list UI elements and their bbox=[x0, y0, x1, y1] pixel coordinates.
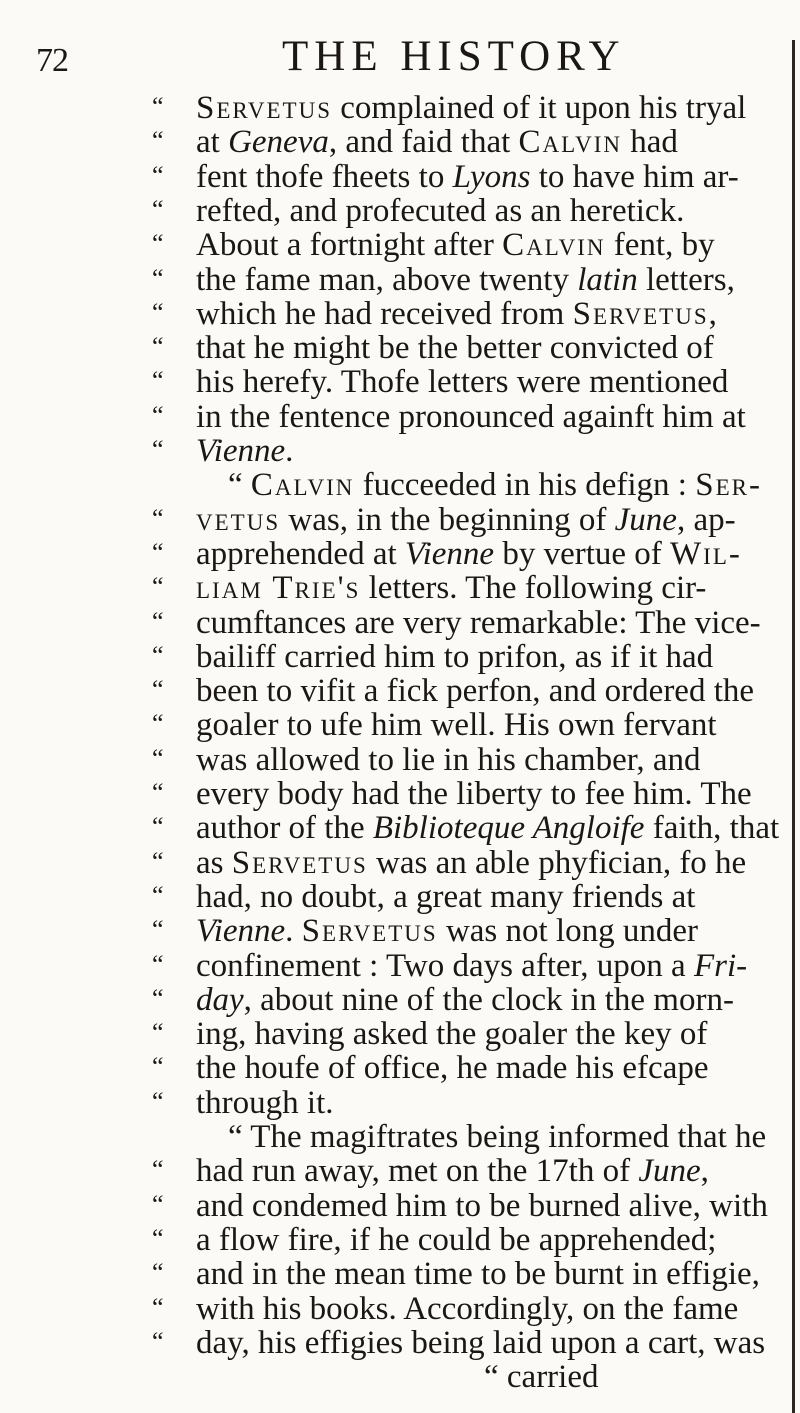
line-text: ing, having asked the goaler the key of bbox=[196, 1016, 708, 1053]
line-text: day, about nine of the clock in the morn- bbox=[196, 981, 734, 1018]
page-number: 72 bbox=[36, 42, 68, 79]
margin-quote-mark: “ bbox=[152, 92, 164, 121]
text-line bbox=[0, 1357, 800, 1398]
margin-quote-mark: “ bbox=[152, 297, 164, 327]
line-text: been to vifit a fick perfon, and ordered the bbox=[196, 673, 755, 710]
margin-quote-mark: “ bbox=[152, 332, 164, 362]
line-text: Servetus complained of it upon his tryal bbox=[196, 90, 747, 126]
line-text: day, his effigies being laid upon a cart, was bbox=[196, 1324, 766, 1361]
margin-quote-mark: “ bbox=[152, 1258, 164, 1288]
line-text: his herefy. Thofe letters were mentioned bbox=[196, 364, 729, 401]
margin-quote-mark: “ bbox=[152, 435, 164, 464]
line-text: refted, and profecuted as an heretick. bbox=[196, 192, 685, 229]
margin-quote-mark: “ bbox=[152, 366, 164, 396]
margin-quote-mark: “ bbox=[152, 675, 164, 705]
line-text: with his books. Accordingly, on the fame bbox=[196, 1290, 739, 1327]
margin-quote-mark: “ bbox=[152, 880, 164, 910]
line-text: cumftances are very remarkable: The vice- bbox=[196, 604, 761, 641]
margin-quote-mark: “ bbox=[152, 949, 164, 979]
margin-quote-mark: “ bbox=[152, 1189, 164, 1219]
margin-quote-mark: “ bbox=[152, 812, 164, 842]
line-text: confinement : Two days after, upon a Fri- bbox=[196, 947, 748, 984]
line-text: at Geneva, and faid that Calvin had bbox=[196, 124, 678, 161]
margin-quote-mark: “ bbox=[152, 709, 164, 739]
margin-quote-mark: “ bbox=[152, 640, 164, 670]
margin-quote-mark: “ bbox=[152, 778, 164, 807]
line-text: every body had the liberty to fee him. The bbox=[196, 776, 752, 812]
running-head: THE HISTORY bbox=[282, 33, 626, 80]
line-text: had, no doubt, a great many friends at bbox=[196, 878, 696, 915]
line-text: vetus was, in the beginning of June, ap- bbox=[196, 501, 736, 538]
line-text: “ Calvin fucceeded in his defign : Ser- bbox=[228, 467, 762, 504]
catchword: “ carried bbox=[484, 1359, 599, 1396]
line-text: author of the Biblioteque Angloife faith, that bbox=[196, 810, 780, 847]
line-text: the houfe of office, he made his efcape bbox=[196, 1050, 709, 1087]
margin-quote-mark: “ bbox=[152, 1086, 164, 1116]
margin-quote-mark: “ bbox=[152, 1018, 164, 1048]
line-text: and in the mean time to be burnt in effigie, bbox=[196, 1256, 760, 1293]
line-text: was allowed to lie in his chamber, and bbox=[196, 741, 701, 778]
margin-quote-mark: “ bbox=[152, 606, 164, 636]
margin-quote-mark: “ bbox=[152, 537, 164, 567]
line-text: goaler to ufe him well. His own fervant bbox=[196, 707, 717, 744]
margin-quote-mark: “ bbox=[152, 743, 164, 773]
line-text: in the fentence pronounced againft him at bbox=[196, 398, 746, 435]
margin-quote-mark: “ bbox=[152, 915, 164, 945]
margin-quote-mark: “ bbox=[152, 229, 164, 259]
margin-quote-mark: “ bbox=[152, 1326, 164, 1356]
margin-quote-mark: “ bbox=[152, 400, 164, 430]
margin-quote-mark: “ bbox=[152, 503, 164, 533]
line-text: “ The magiftrates being informed that he bbox=[228, 1119, 767, 1155]
line-text: as Servetus was an able phyfician, fo he bbox=[196, 844, 747, 881]
line-text: a flow fire, if he could be apprehended; bbox=[196, 1221, 717, 1258]
line-text: the fame man, above twenty latin letters, bbox=[196, 261, 735, 298]
margin-quote-mark: “ bbox=[152, 194, 164, 224]
margin-quote-mark: “ bbox=[152, 846, 164, 876]
line-text: fent thofe fheets to Lyons to have him ar- bbox=[196, 158, 739, 195]
line-text: About a fortnight after Calvin fent, by bbox=[196, 227, 715, 264]
margin-quote-mark: “ bbox=[152, 160, 164, 190]
margin-quote-mark: “ bbox=[152, 263, 164, 293]
line-text: that he might be the better convicted of bbox=[196, 330, 714, 367]
margin-quote-mark: “ bbox=[152, 1155, 164, 1185]
line-text: Vienne. bbox=[196, 433, 294, 469]
line-text: and condemed him to be burned alive, with bbox=[196, 1187, 768, 1224]
line-text: apprehended at Vienne by vertue of Wil- bbox=[196, 535, 742, 572]
margin-quote-mark: “ bbox=[152, 983, 164, 1013]
line-text: which he had received from Servetus, bbox=[196, 295, 717, 332]
line-text: through it. bbox=[196, 1084, 334, 1121]
margin-quote-mark: “ bbox=[152, 1223, 164, 1253]
line-text: had run away, met on the 17th of June, bbox=[196, 1153, 709, 1190]
margin-quote-mark: “ bbox=[152, 1292, 164, 1322]
margin-quote-mark: “ bbox=[152, 1052, 164, 1082]
page-edge-rule bbox=[792, 40, 795, 1413]
margin-quote-mark: “ bbox=[152, 572, 164, 602]
margin-quote-mark: “ bbox=[152, 126, 164, 156]
line-text: bailiff carried him to prifon, as if it had bbox=[196, 638, 714, 675]
line-text: liam Trie's letters. The following cir- bbox=[196, 570, 707, 607]
line-text: Vienne. Servetus was not long under bbox=[196, 913, 698, 950]
